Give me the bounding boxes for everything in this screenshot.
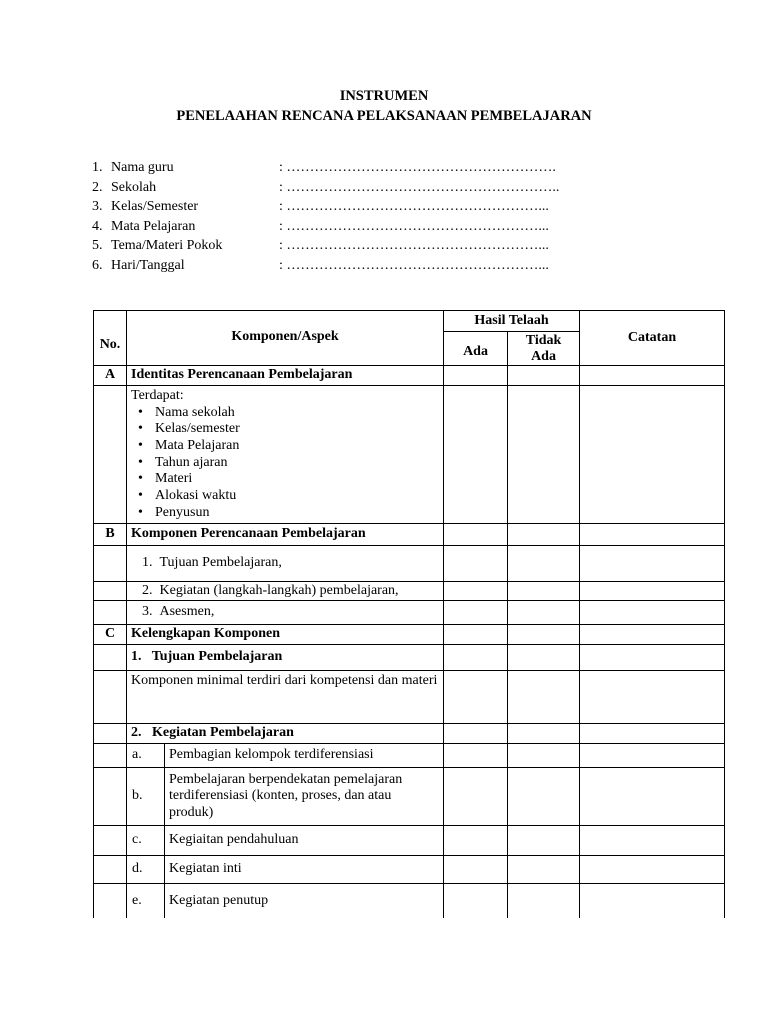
- ada-cell[interactable]: [444, 671, 508, 724]
- table-row: [94, 768, 725, 826]
- item-number: 3.: [142, 604, 153, 620]
- item-text: Kegiatan inti: [165, 856, 444, 884]
- identity-row-sekolah: [92, 178, 652, 198]
- criteria-text: Komponen minimal terdiri dari kompetensi dan materi: [127, 671, 444, 724]
- document-title: INSTRUMEN: [339, 88, 429, 104]
- ada-cell[interactable]: [444, 582, 508, 601]
- list-item: • Alokasi waktu: [131, 488, 439, 505]
- table-row: [94, 601, 725, 625]
- table-row: [94, 524, 725, 546]
- section-title: Komponen Perencanaan Pembelajaran: [127, 524, 444, 546]
- notes-cell[interactable]: [580, 386, 725, 524]
- tidak-ada-cell[interactable]: [508, 386, 580, 524]
- identity-number: 6.: [92, 257, 103, 273]
- empty-cell: [94, 601, 127, 625]
- empty-cell: [94, 856, 127, 884]
- item-text: Kegiatan penutup: [165, 884, 444, 918]
- table-row: [94, 826, 725, 856]
- ada-cell[interactable]: [444, 856, 508, 884]
- identity-fill-line[interactable]: : ………………………………………………...: [279, 238, 549, 253]
- review-table: [93, 310, 725, 918]
- notes-cell[interactable]: [580, 768, 725, 826]
- section-title: Identitas Perencanaan Pembelajaran: [127, 366, 444, 386]
- notes-cell[interactable]: [580, 671, 725, 724]
- tidak-ada-cell[interactable]: [508, 645, 580, 671]
- tidak-ada-cell[interactable]: [508, 625, 580, 645]
- identity-row-tema-materi: [92, 236, 652, 256]
- empty-cell: [94, 671, 127, 724]
- list-item: • Penyusun: [131, 505, 439, 522]
- identity-number: 4.: [92, 218, 103, 234]
- item-number: 2.: [142, 582, 153, 598]
- list-item: • Materi: [131, 471, 439, 488]
- subsection-title: 2. Kegiatan Pembelajaran: [127, 724, 444, 744]
- tidak-ada-cell[interactable]: [508, 768, 580, 826]
- list-item: • Tahun ajaran: [131, 455, 439, 472]
- ada-cell[interactable]: [444, 546, 508, 582]
- ada-cell[interactable]: [444, 645, 508, 671]
- identity-row-mata-pelajaran: [92, 217, 652, 237]
- ada-cell[interactable]: [444, 744, 508, 768]
- notes-cell[interactable]: [580, 826, 725, 856]
- empty-cell: [94, 744, 127, 768]
- notes-cell[interactable]: [580, 601, 725, 625]
- identity-label: Tema/Materi Pokok: [111, 238, 223, 253]
- notes-cell[interactable]: [580, 856, 725, 884]
- identity-fill-line[interactable]: : ………………………………………………...: [279, 257, 549, 273]
- notes-cell[interactable]: [580, 625, 725, 645]
- notes-cell[interactable]: [580, 546, 725, 582]
- empty-cell: [94, 826, 127, 856]
- item-text: Asesmen,: [159, 604, 215, 620]
- header-no: No.: [94, 311, 127, 366]
- identity-label: Nama guru: [111, 160, 174, 175]
- notes-cell[interactable]: [580, 366, 725, 386]
- table-row: [94, 884, 725, 918]
- document-subtitle: PENELAAHAN RENCANA PELAKSANAAN PEMBELAJARAN: [176, 108, 592, 124]
- checklist-intro: Terdapat:: [131, 388, 184, 403]
- identity-fill-line[interactable]: : ………………………………………………….: [279, 160, 556, 175]
- identity-label: Kelas/Semester: [111, 199, 199, 214]
- ada-cell[interactable]: [444, 366, 508, 386]
- tidak-ada-cell[interactable]: [508, 671, 580, 724]
- item-letter: b.: [127, 768, 165, 826]
- empty-cell: [94, 582, 127, 601]
- identity-number: 2.: [92, 179, 103, 195]
- ada-cell[interactable]: [444, 601, 508, 625]
- notes-cell[interactable]: [580, 645, 725, 671]
- table-row: [94, 582, 725, 601]
- notes-cell[interactable]: [580, 724, 725, 744]
- table-row: [94, 546, 725, 582]
- empty-cell: [94, 386, 127, 524]
- header-notes: Catatan: [580, 311, 725, 366]
- empty-cell: [94, 724, 127, 744]
- list-item: • Mata Pelajaran: [131, 438, 439, 455]
- list-item: • Nama sekolah: [131, 405, 439, 422]
- ada-cell[interactable]: [444, 724, 508, 744]
- identity-fill-line[interactable]: : …………………………………………………..: [279, 179, 560, 195]
- item-letter: c.: [127, 826, 165, 856]
- empty-cell: [94, 645, 127, 671]
- item-letter: e.: [127, 884, 165, 918]
- table-row: [94, 744, 725, 768]
- tidak-ada-cell[interactable]: [508, 582, 580, 601]
- table-row: [94, 645, 725, 671]
- table-row: [94, 856, 725, 884]
- header-result: Hasil Telaah: [444, 311, 580, 332]
- table-row: [94, 724, 725, 744]
- ada-cell[interactable]: [444, 625, 508, 645]
- tidak-ada-cell[interactable]: [508, 744, 580, 768]
- list-item: [127, 582, 444, 601]
- tidak-ada-cell[interactable]: [508, 826, 580, 856]
- subsection-title: 1. Tujuan Pembelajaran: [127, 645, 444, 671]
- ada-cell[interactable]: [444, 826, 508, 856]
- notes-cell[interactable]: [580, 884, 725, 918]
- identity-label: Mata Pelajaran: [111, 218, 196, 234]
- header-tidak-ada: Tidak Ada: [508, 332, 580, 366]
- tidak-ada-cell[interactable]: [508, 546, 580, 582]
- empty-cell: [94, 768, 127, 826]
- empty-cell: [94, 884, 127, 918]
- identity-number: 3.: [92, 199, 103, 214]
- section-title: Kelengkapan Komponen: [127, 625, 444, 645]
- section-letter: A: [94, 366, 127, 386]
- item-letter: d.: [127, 856, 165, 884]
- header-ada: Ada: [444, 332, 508, 366]
- tidak-ada-cell[interactable]: [508, 884, 580, 918]
- item-letter: a.: [127, 744, 165, 768]
- tidak-ada-cell[interactable]: [508, 524, 580, 546]
- identity-fill-line[interactable]: : ………………………………………………...: [279, 199, 549, 214]
- identity-fill-line[interactable]: : ………………………………………………...: [279, 218, 549, 234]
- notes-cell[interactable]: [580, 524, 725, 546]
- identity-label: Sekolah: [111, 179, 157, 195]
- item-text: Kegiatan (langkah-langkah) pembelajaran,: [159, 582, 399, 598]
- tidak-ada-cell[interactable]: [508, 601, 580, 625]
- list-item: [127, 601, 444, 625]
- tidak-ada-cell[interactable]: [508, 856, 580, 884]
- tidak-ada-cell[interactable]: [508, 724, 580, 744]
- tidak-ada-cell[interactable]: [508, 366, 580, 386]
- table-row: [94, 366, 725, 386]
- empty-cell: [94, 546, 127, 582]
- table-row: [94, 625, 725, 645]
- list-item: • Kelas/semester: [131, 421, 439, 438]
- table-row: [94, 386, 725, 524]
- identity-section: [92, 158, 652, 275]
- checklist-list: [131, 405, 439, 522]
- identity-number: 5.: [92, 238, 103, 253]
- item-text: Tujuan Pembelajaran,: [159, 555, 282, 571]
- list-item: [127, 546, 444, 582]
- identity-row-hari-tanggal: [92, 256, 652, 276]
- item-text: Kegiaitan pendahuluan: [165, 826, 444, 856]
- identity-row-nama-guru: [92, 158, 652, 178]
- section-letter: C: [94, 625, 127, 645]
- header-component: Komponen/Aspek: [127, 311, 444, 366]
- item-text: Pembelajaran berpendekatan pemelajaran terdiferensiasi (konten, proses, dan atau produk): [165, 768, 444, 826]
- ada-cell[interactable]: [444, 884, 508, 918]
- ada-cell[interactable]: [444, 524, 508, 546]
- ada-cell[interactable]: [444, 768, 508, 826]
- identity-row-kelas-semester: [92, 197, 652, 217]
- table-row: [94, 671, 725, 724]
- table-header-row: [94, 311, 725, 332]
- section-letter: B: [94, 524, 127, 546]
- identity-label: Hari/Tanggal: [111, 257, 185, 273]
- item-text: Pembagian kelompok terdiferensiasi: [165, 744, 444, 768]
- identity-number: 1.: [92, 160, 103, 175]
- notes-cell[interactable]: [580, 582, 725, 601]
- item-number: 1.: [142, 555, 153, 571]
- identity-checklist: [127, 386, 444, 524]
- notes-cell[interactable]: [580, 744, 725, 768]
- ada-cell[interactable]: [444, 386, 508, 524]
